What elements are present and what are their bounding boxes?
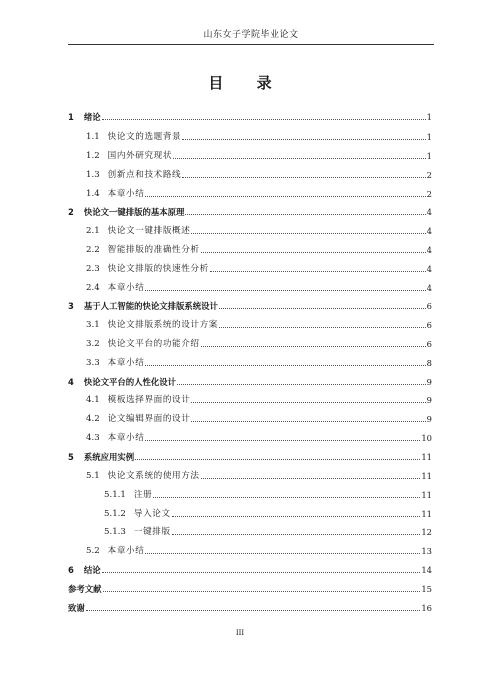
toc-entry-number: 2.1 bbox=[86, 226, 100, 236]
toc-entry-title: 系统应用实例 bbox=[83, 452, 135, 462]
toc-entry bbox=[68, 564, 432, 576]
toc-entry bbox=[86, 413, 432, 425]
toc-entry-page: 14 bbox=[421, 565, 432, 575]
toc-entry-title: 本章小结 bbox=[107, 358, 145, 368]
toc-entry-number: 1.1 bbox=[86, 132, 100, 142]
toc-entry-page: 4 bbox=[426, 283, 432, 293]
toc-entry-number: 2.2 bbox=[86, 245, 100, 255]
toc-entry-number: 6 bbox=[68, 565, 74, 575]
toc-entry-number: 3.2 bbox=[86, 339, 100, 349]
toc-entry-number: 5.1.1 bbox=[104, 490, 126, 500]
toc-entry bbox=[86, 169, 432, 181]
toc-leader-dots bbox=[103, 591, 421, 592]
toc-entry-title: 本章小结 bbox=[107, 433, 145, 443]
toc-entry-page: 6 bbox=[426, 320, 432, 330]
toc-entry-number: 4 bbox=[68, 377, 74, 387]
toc-entry-page: 9 bbox=[426, 377, 432, 387]
toc-entry-page: 4 bbox=[426, 226, 432, 236]
toc-leader-dots bbox=[185, 214, 425, 215]
toc-entry-page: 4 bbox=[426, 207, 432, 217]
toc-entry-title: 快论文系统的使用方法 bbox=[107, 471, 200, 481]
toc-leader-dots bbox=[182, 177, 425, 178]
toc-entry-page: 2 bbox=[426, 170, 432, 180]
toc-entry-number: 3.1 bbox=[86, 320, 100, 330]
toc-leader-dots bbox=[191, 421, 425, 422]
toc-entry-title: 快论文平台的功能介绍 bbox=[107, 339, 200, 349]
toc-entry-number: 4.1 bbox=[86, 395, 100, 405]
toc-entry-page: 11 bbox=[421, 471, 432, 481]
toc-entry-number: 5.1.3 bbox=[104, 527, 126, 537]
toc-entry-title: 快论文排版系统的设计方案 bbox=[107, 320, 218, 330]
toc-leader-dots bbox=[201, 252, 426, 253]
toc-entry-page: 1 bbox=[426, 132, 432, 142]
page-number: III bbox=[235, 629, 245, 637]
toc-title: 目 录 bbox=[208, 74, 286, 92]
toc-entry-number: 5.1 bbox=[86, 471, 100, 481]
toc-entry-page: 4 bbox=[426, 264, 432, 274]
toc-entry-title: 结论 bbox=[83, 565, 101, 575]
toc-leader-dots bbox=[102, 119, 426, 120]
toc-entry-page: 6 bbox=[426, 301, 432, 311]
toc-entry bbox=[86, 394, 432, 406]
toc-entry bbox=[68, 111, 432, 123]
toc-entry-number: 5.1.2 bbox=[104, 509, 126, 519]
toc-entry bbox=[86, 150, 432, 162]
toc-entry-number: 4.2 bbox=[86, 414, 100, 424]
toc-entry bbox=[86, 545, 432, 557]
toc-entry-number: 3.3 bbox=[86, 358, 100, 368]
toc-entry bbox=[86, 244, 432, 256]
toc-entry-title: 本章小结 bbox=[107, 283, 145, 293]
toc-entry-number: 1.2 bbox=[86, 151, 100, 161]
toc-entry-page: 16 bbox=[421, 603, 432, 613]
toc-entry-title: 基于人工智能的快论文排版系统设计 bbox=[83, 301, 218, 311]
toc-entry-page: 12 bbox=[421, 527, 432, 537]
toc-entry bbox=[68, 206, 432, 218]
toc-entry-title: 国内外研究现状 bbox=[107, 151, 173, 161]
toc-leader-dots bbox=[191, 402, 425, 403]
toc-entry-title: 论文编辑界面的设计 bbox=[107, 414, 191, 424]
toc-leader-dots bbox=[182, 139, 425, 140]
toc-entry-page: 9 bbox=[426, 395, 432, 405]
toc-entry-number: 3 bbox=[68, 301, 74, 311]
toc-entry-title: 快论文平台的人性化设计 bbox=[83, 377, 176, 387]
toc-entry-title: 导入论文 bbox=[133, 509, 171, 519]
toc-entry bbox=[104, 508, 432, 520]
toc-entry-title: 绪论 bbox=[83, 112, 101, 122]
toc-leader-dots bbox=[153, 497, 420, 498]
toc-entry-number: 5 bbox=[68, 452, 74, 462]
toc-entry bbox=[86, 470, 432, 482]
toc-entry bbox=[86, 225, 432, 237]
toc-entry bbox=[86, 282, 432, 294]
toc-entry-number: 1.3 bbox=[86, 170, 100, 180]
toc-entry-page: 11 bbox=[421, 452, 432, 462]
toc-leader-dots bbox=[145, 553, 420, 554]
toc-entry-title: 快论文排版的快速性分析 bbox=[107, 264, 209, 274]
toc-leader-dots bbox=[219, 327, 426, 328]
toc-entry-title: 本章小结 bbox=[107, 189, 145, 199]
toc-entry-title: 智能排版的准确性分析 bbox=[107, 245, 200, 255]
toc-entry-title: 快论文一键排版的基本原理 bbox=[83, 207, 185, 217]
toc-leader-dots bbox=[173, 158, 426, 159]
toc-entry bbox=[68, 300, 432, 312]
toc-entry-title: 快论文一键排版概述 bbox=[107, 226, 191, 236]
toc-leader-dots bbox=[145, 440, 420, 441]
toc-entry bbox=[86, 188, 432, 200]
toc-entry-page: 10 bbox=[421, 433, 432, 443]
toc-entry-page: 6 bbox=[426, 339, 432, 349]
toc-entry-title: 一键排版 bbox=[133, 527, 171, 537]
toc-entry bbox=[104, 526, 432, 538]
toc-entry-page: 4 bbox=[426, 245, 432, 255]
toc-leader-dots bbox=[201, 346, 426, 347]
toc-entry bbox=[68, 451, 432, 463]
toc-entry-number: 4.3 bbox=[86, 433, 100, 443]
toc-entry bbox=[68, 602, 432, 614]
toc-entry-number: 2 bbox=[68, 207, 74, 217]
toc-leader-dots bbox=[135, 459, 420, 460]
toc-leader-dots bbox=[191, 233, 425, 234]
toc-leader-dots bbox=[145, 196, 425, 197]
toc-entry-title: 本章小结 bbox=[107, 546, 145, 556]
toc-entry bbox=[104, 489, 432, 501]
toc-entry-title: 模板选择界面的设计 bbox=[107, 395, 191, 405]
toc-leader-dots bbox=[201, 478, 421, 479]
toc-entry-page: 2 bbox=[426, 189, 432, 199]
toc-entry-title: 致谢 bbox=[68, 603, 85, 613]
toc-leader-dots bbox=[219, 308, 426, 309]
toc-leader-dots bbox=[210, 271, 426, 272]
toc-entry bbox=[68, 376, 432, 388]
toc-entry bbox=[86, 131, 432, 143]
toc-entry-page: 15 bbox=[421, 584, 432, 594]
toc-leader-dots bbox=[145, 290, 425, 291]
toc-entry bbox=[86, 319, 432, 331]
toc-entry-number: 1.4 bbox=[86, 189, 100, 199]
toc-leader-dots bbox=[86, 610, 421, 611]
toc-entry-page: 13 bbox=[421, 546, 432, 556]
toc-entry-page: 1 bbox=[426, 112, 432, 122]
toc-entry-number: 5.2 bbox=[86, 546, 100, 556]
toc-entry-number: 2.3 bbox=[86, 264, 100, 274]
toc-entry-title: 创新点和技术路线 bbox=[107, 170, 182, 180]
toc-leader-dots bbox=[102, 572, 421, 573]
toc-entry-page: 11 bbox=[421, 509, 432, 519]
toc-entry bbox=[68, 583, 432, 595]
toc-leader-dots bbox=[172, 516, 421, 517]
toc-entry bbox=[86, 263, 432, 275]
toc-leader-dots bbox=[177, 384, 426, 385]
header-text: 山东女子学院毕业论文 bbox=[203, 30, 299, 40]
toc-entry-number: 2.4 bbox=[86, 283, 100, 293]
toc-entry-page: 11 bbox=[421, 490, 432, 500]
toc-leader-dots bbox=[145, 365, 425, 366]
toc-leader-dots bbox=[172, 534, 421, 535]
toc-entry bbox=[86, 432, 432, 444]
toc-entry-page: 1 bbox=[426, 151, 432, 161]
toc-entry bbox=[86, 338, 432, 350]
toc-entry-number: 1 bbox=[68, 112, 74, 122]
toc-entry-page: 8 bbox=[426, 358, 432, 368]
toc-entry-page: 9 bbox=[426, 414, 432, 424]
toc-entry-title: 快论文的选题背景 bbox=[107, 132, 182, 142]
toc-entry-title: 注册 bbox=[133, 490, 153, 500]
toc-entry bbox=[86, 357, 432, 369]
toc-entry-title: 参考文献 bbox=[68, 584, 102, 594]
